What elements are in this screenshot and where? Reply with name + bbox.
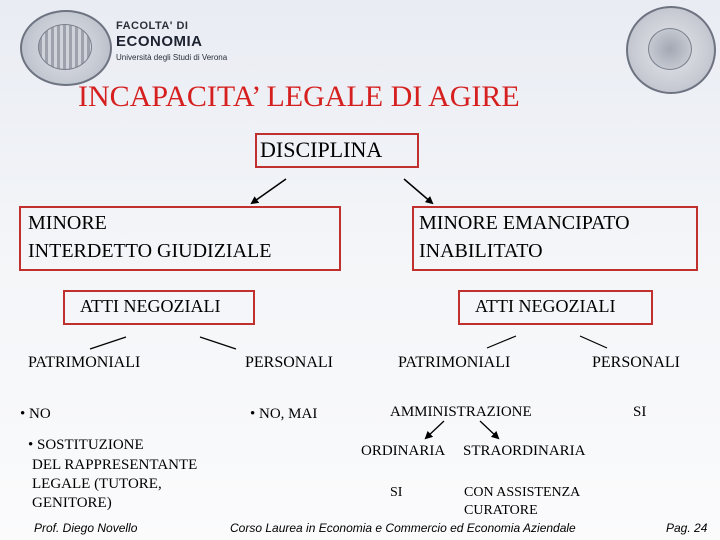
university-name: Università degli Studi di Verona: [116, 53, 228, 62]
left-group-line2: INTERDETTO GIUDIZIALE: [28, 240, 272, 262]
left-personali: PERSONALI: [245, 354, 334, 371]
left-pers-item: • NO, MAI: [250, 406, 318, 422]
left-pat-item-line2: DEL RAPPRESENTANTE: [32, 457, 198, 473]
line-right-patrimoniali: [487, 336, 516, 348]
left-pat-item-line4: GENITORE): [32, 495, 112, 511]
straordinaria-label: STRAORDINARIA: [463, 443, 586, 459]
atti-left-label: ATTI NEGOZIALI: [80, 296, 221, 316]
arrow-to-ordinaria: [426, 421, 444, 438]
ordinaria-label: ORDINARIA: [361, 443, 446, 459]
footer-course: Corso Laurea in Economia e Commercio ed Economia Aziendale: [230, 521, 576, 535]
amministrazione-label: AMMINISTRAZIONE: [390, 404, 532, 420]
left-group-line1: MINORE: [28, 212, 107, 234]
disciplina-label: DISCIPLINA: [260, 137, 383, 162]
atti-right-label: ATTI NEGOZIALI: [475, 296, 616, 316]
right-personali: PERSONALI: [592, 354, 681, 371]
right-pers-answer: SI: [633, 404, 647, 420]
line-left-patrimoniali: [90, 337, 126, 349]
arrow-to-right-group: [404, 179, 432, 203]
left-patrimoniali: PATRIMONIALI: [28, 354, 141, 371]
left-pat-item-line3: LEGALE (TUTORE,: [32, 476, 162, 492]
footer-author: Prof. Diego Novello: [34, 521, 138, 535]
ordinaria-answer: SI: [390, 485, 403, 500]
right-group-line1: MINORE EMANCIPATO: [419, 212, 630, 234]
straordinaria-answer-line1: CON ASSISTENZA: [464, 485, 581, 500]
arrow-to-left-group: [252, 179, 286, 203]
right-group-line2: INABILITATO: [419, 240, 543, 262]
slide-title: INCAPACITA’ LEGALE DI AGIRE: [78, 80, 520, 113]
right-patrimoniali: PATRIMONIALI: [398, 354, 511, 371]
left-pat-item-no: • NO: [20, 406, 51, 422]
arrow-to-straordinaria: [480, 421, 498, 438]
faculty-name: ECONOMIA: [116, 33, 203, 50]
faculty-prefix: FACOLTA' DI: [116, 20, 189, 32]
footer-page: Pag. 24: [666, 521, 708, 535]
straordinaria-answer-line2: CURATORE: [464, 503, 538, 518]
line-left-personali: [200, 337, 236, 349]
left-pat-item-sostituzione: • SOSTITUZIONE: [28, 437, 144, 453]
line-right-personali: [580, 336, 607, 348]
